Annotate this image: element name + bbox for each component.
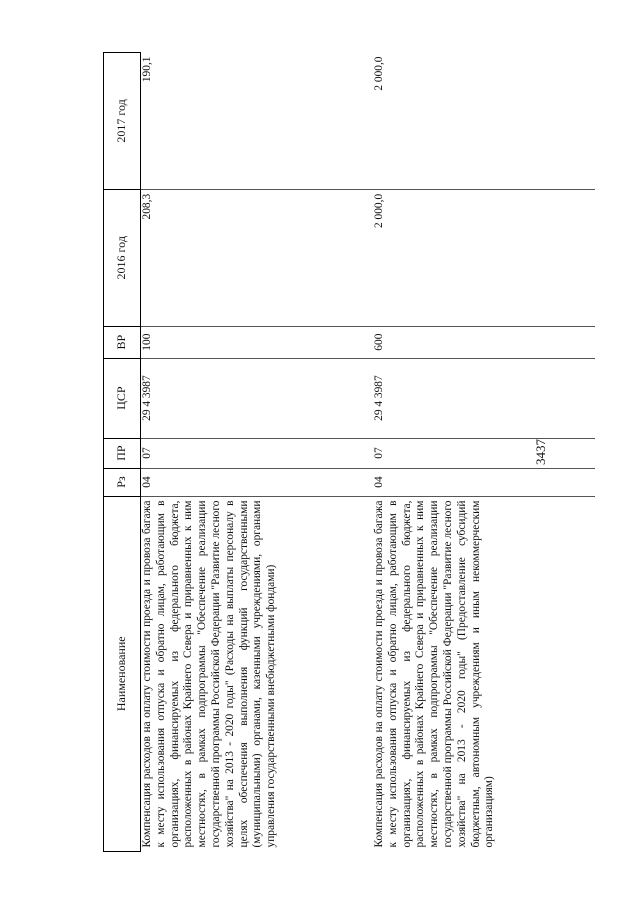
row-amount-2016: 208,3 <box>141 189 374 326</box>
row-csr: 29 4 3987 <box>373 358 595 438</box>
column-header-csr: ЦСР <box>104 358 141 438</box>
row-rz: 04 <box>373 468 595 496</box>
row-name: Компенсация расходов на оплату стоимости проезда и провоза багажа к месту использования отпуска и обратно лицам, работающим в организациях, финансируемых из федерального бюджета, расположенных в районах Крайнего Севера и приравненных к ним местностях, в рамках подпрограммы "Обеспечение реализации государственной программы Российской Федерации "Развитие лесного хозяйства" на 2013 - 2020 годы" (Предоставление субсидий бюджетным, автономным учреждениям и иным некоммерческим организациям) <box>373 500 496 848</box>
row-pr: 07 <box>141 438 374 468</box>
row-rz: 04 <box>141 468 374 496</box>
table-row <box>141 53 374 852</box>
column-header-name: Наименование <box>104 496 141 851</box>
row-amount-2017: 2 000,0 <box>373 53 595 190</box>
row-pr: 07 <box>373 438 595 468</box>
budget-table <box>103 52 595 852</box>
row-amount-2017: 190,1 <box>141 53 374 190</box>
column-header-rz: Рз <box>104 468 141 496</box>
column-header-pr: ПР <box>104 438 141 468</box>
table-row <box>373 53 595 852</box>
table-header-row <box>104 53 141 852</box>
column-header-2017: 2017 год <box>104 53 141 190</box>
row-vr: 600 <box>373 326 595 358</box>
row-csr: 29 4 3987 <box>141 358 374 438</box>
page-number: 3437 <box>533 439 548 465</box>
column-header-2016: 2016 год <box>104 189 141 326</box>
document-sheet <box>103 52 603 852</box>
column-header-vr: ВР <box>104 326 141 358</box>
row-name: Компенсация расходов на оплату стоимости проезда и провоза багажа к месту использования отпуска и обратно лицам, работающим в организациях, финансируемых из федерального бюджета, расположенных в районах Крайнего Севера и приравненных к ним местностях, в рамках подпрограммы "Обеспечение реализации государственной программы Российской Федерации "Развитие лесного хозяйства" на 2013 - 2020 годы" (Расходы на выплаты персоналу в целях обеспечения выполнения функций государственными (муниципальными) органами, казенными учреждениями, органами управления государственными внебюджетными фондами) <box>141 500 278 848</box>
row-vr: 100 <box>141 326 374 358</box>
row-amount-2016: 2 000,0 <box>373 189 595 326</box>
